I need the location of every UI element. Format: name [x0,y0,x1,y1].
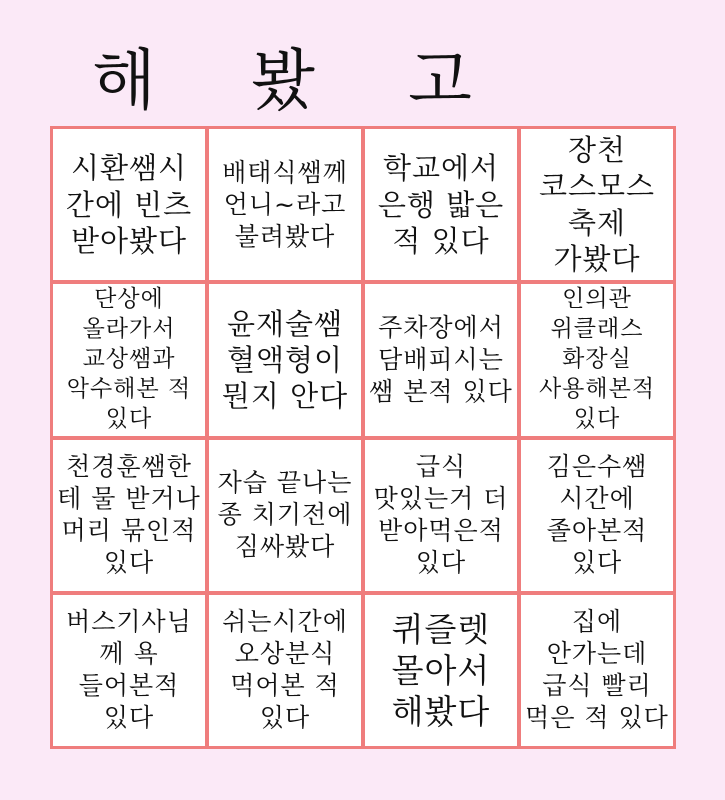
bingo-cell[interactable] [209,595,361,746]
bingo-cell[interactable] [365,129,517,280]
bingo-cell-text: 인의관 위클래스 화장실 사용해본적 있다 [538,286,656,432]
bingo-cell-text: 버스기사님께 욕 들어본적 있다 [66,607,192,733]
bingo-cell[interactable] [365,440,517,591]
bingo-cell[interactable] [365,284,517,435]
bingo-cell[interactable] [521,284,673,435]
bingo-cell-text: 윤재술쌤 혈액형이 뭔지 안다 [221,306,349,413]
bingo-cell[interactable] [209,284,361,435]
bingo-cell-text: 자습 끝나는 종 치기전에 짐싸봤다 [217,468,353,562]
bingo-cell[interactable] [53,129,205,280]
bingo-cell-text: 천경훈쌤한테 물 받거나 머리 묶인적 있다 [57,452,201,578]
bingo-cell[interactable] [53,284,205,435]
bingo-title [50,40,520,122]
bingo-cell-text: 학교에서 은행 밟은 적 있다 [377,151,505,258]
bingo-cell-text: 주차장에서 담배피시는 쌤 본적 있다 [369,312,513,406]
title-letter: 봤 [251,42,315,119]
title-letter: 고 [408,42,472,119]
bingo-board [50,126,676,749]
bingo-cell[interactable] [521,129,673,280]
bingo-cell-text: 김은수쌤 시간에 졸아본적 있다 [546,452,648,578]
bingo-cell-text: 장천 코스모스 축제 가봤다 [538,133,656,276]
bingo-cell[interactable] [209,129,361,280]
bingo-cell-text: 배태식쌤께 언니~라고 불려봤다 [222,157,348,251]
bingo-cell[interactable] [53,440,205,591]
bingo-cell-text: 단상에 올라가서 교상쌤과 악수해본 적 있다 [66,286,192,432]
bingo-cell-text: 급식 맛있는거 더 받아먹은적 있다 [373,452,509,578]
bingo-cell[interactable] [209,440,361,591]
bingo-cell[interactable] [521,440,673,591]
bingo-cell[interactable] [521,595,673,746]
bingo-cell-text: 퀴즐렛 몰아서 해봤다 [391,609,491,731]
bingo-cell[interactable] [365,595,517,746]
bingo-cell[interactable] [53,595,205,746]
bingo-cell-text: 집에 안가는데 급식 빨리 먹은 적 있다 [525,607,669,733]
bingo-cell-text: 쉬는시간에 오상분식 먹어본 적 있다 [222,607,348,733]
bingo-cell-text: 시환쌤시간에 빈츠 받아봤다 [65,151,193,258]
title-letter: 해 [92,42,156,119]
